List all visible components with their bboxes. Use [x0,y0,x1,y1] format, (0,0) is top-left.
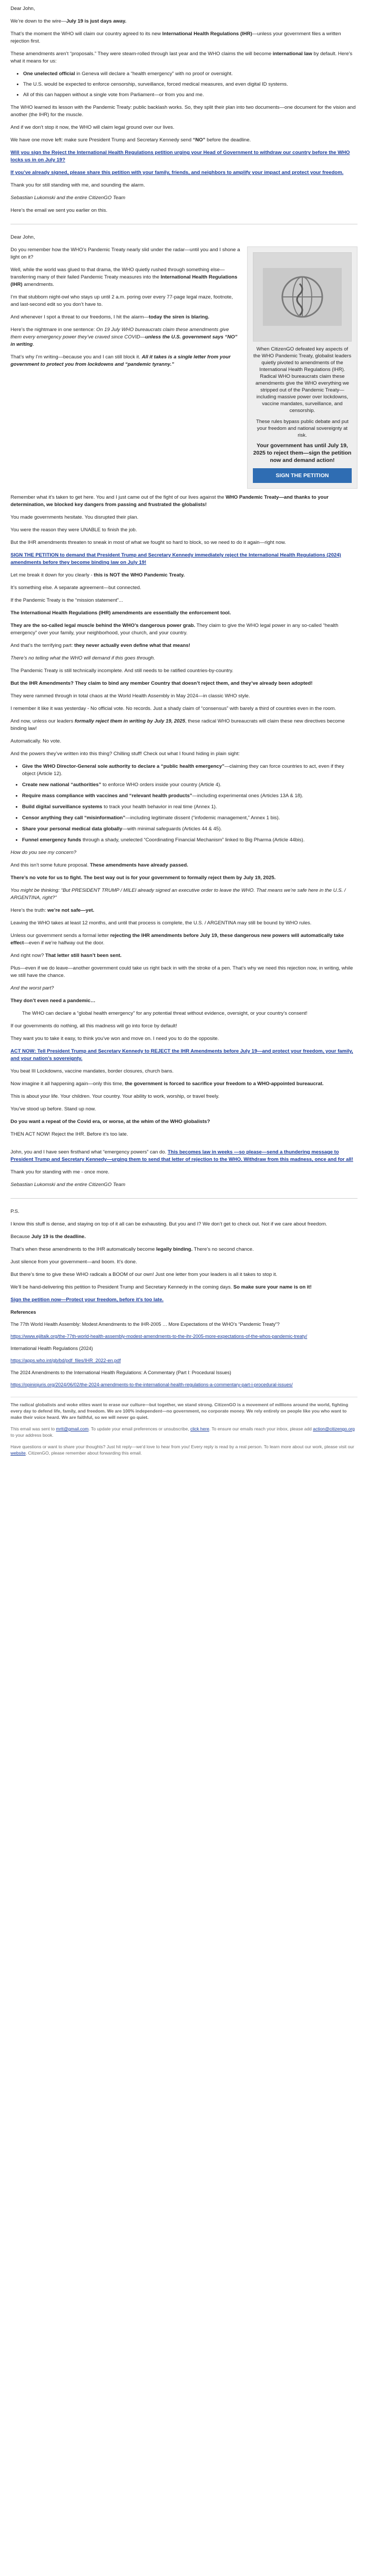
reference-link[interactable]: https://opiniojuris.org/2024/06/02/the-2024-amendments-to-the-international-health-regulations-a-commentary-part-i-procedural-issues/ [11,1382,293,1387]
paragraph: But there’s time to give these WHO radicals a BOOM of our own! Just one letter from your leaders is all it takes to stop it. [11,1272,278,1277]
paragraph: The WHO learned its lesson with the Pandemic Treaty: public backlash works. So, they split their plan into two documents—one document for the vision and another (the IHR) for the muscle. [11,105,356,118]
reference-link[interactable]: https://apps.who.int/gb/bd/pdf_files/IHR_2022-en.pdf [11,1358,121,1363]
paragraph: And the powers they’ve written into this thing? Chilling stuff! Check out what I found hiding in plain sight: [11,751,240,757]
email-footer [11,1397,357,1456]
reference-link-row [11,1382,357,1388]
paragraph: Well, while the world was glued to that drama, the WHO quietly rushed through something else—transferring many of their failed Pandemic Treaty measures into the International Health Regulations (IHR) amendments. [11,267,238,287]
paragraph: John, you and I have seen firsthand what “emergency powers” can do. This becomes law in weeks —so please—send a thundering message to President Trump and Secretary Kennedy—urging them to send that letter of rejection to the WHO. Withdraw from this madness, once and for all! [11,1149,353,1162]
list-item: • The U.S. would be expected to enforce censorship, surveillance, forced medical measures, and even digital ID systems. [23,81,357,88]
paragraph: I remember it like it was yesterday - No official vote. No records. Just a shady claim of “consensus” with barely a third of countries even in the room. [11,706,336,712]
petition-card [247,246,357,489]
paragraph: This is about your life. Your children. Your country. Your ability to work, worship, or travel freely. [11,1094,220,1099]
share-link[interactable]: If you’ve already signed, please share this petition with your family, friends, and neighbors to amplify your impact and protect your freedom. [11,170,344,176]
paragraph: That’s when these amendments to the IHR automatically become legally binding. There’s no second chance. [11,1246,254,1252]
threat-list [11,70,357,99]
website-link[interactable]: website [11,1450,26,1456]
card-caption: When CitizenGO defeated key aspects of the WHO Pandemic Treaty, globalist leaders quietly pivoted to amendments of the International Health Regulations (IHR). Radical WHO bureaucrats claim these amendments give the WHO everything we stripped out of the Pandemic Treaty—including massive power over lockdowns, vaccine mandates, surveillance, and censorship. [253,346,352,414]
paragraph: The International Health Regulations (IHR) amendments are essentially the enforcement tool. [11,610,231,616]
email-content [11,0,357,1456]
paragraph: We have one move left: make sure President Trump and Secretary Kennedy send “NO” before the deadline. [11,137,251,143]
list-item: • Give the WHO Director-General sole authority to declare a “public health emergency”—claiming they can force countries to act, even if they object (Article 12). [22,763,357,778]
paragraph: Leaving the WHO takes at least 12 months, and until that process is complete, the U.S. / ARGENTINA may still be bound by WHO rules. [11,920,312,926]
paragraph: They are the so-called legal muscle behind the WHO’s dangerous power grab. They claim to give the WHO legal power in any so-called “health emergency” over your family, your neighborhood, your church, and your country. [11,623,339,636]
list-item: • All of this can happen without a single vote from Parliament—or from you and me. [23,91,357,99]
petition-link[interactable]: SIGN THE PETITION to demand that President Trump and Secretary Kennedy immediately reject the International Health Regulations (2024) amendments before they become binding law on July 19! [11,552,341,565]
reference-title: The 77th World Health Assembly: Modest Amendments to the IHR-2005 … More Expectations of the WHO’s “Pandemic Treaty”? [11,1322,280,1327]
paragraph: These amendments aren’t “proposals.” They were steam-rolled through last year and the WHO claims the will become international law by default. Here’s what it means for us: [11,51,353,64]
paragraph [11,1048,357,1063]
paragraph: That’s why I’m writing—because you and I can still block it. All it takes is a single letter from your government to protect you from lockdowns and “pandemic tyranny.” [11,354,231,367]
paragraph: I know this stuff is dense, and staying on top of it all can be exhausting. But you and I? We don’t get to check out. Not if we care about freedom. [11,1221,328,1227]
paragraph: And now, unless our leaders formally reject them in writing by July 19, 2025, these radical WHO bureaucrats will claim these new directives become binding law! [11,718,345,731]
paragraph: There’s no vote for us to fight. The best way out is for your government to formally reject them by July 19, 2025. [11,875,276,881]
paragraph: Here’s the email we sent you earlier on this. [11,208,108,213]
signature: Sebastian Lukomski and the entire CitizenGO Team [11,195,126,201]
paragraph: Unless our government sends a formal letter rejecting the IHR amendments before July 19, these dangerous new powers will automatically take effect—even if we’re halfway out the door. [11,933,344,946]
paragraph [11,169,357,177]
paragraph: They don’t even need a pandemic… [11,998,96,1004]
paragraph: You might be thinking: “But PRESIDENT TRUMP / MILEI already signed an executive order to leave the WHO. That means we’re safe here in the U.S. / ARGENTINA, right?” [11,888,346,901]
greeting: Dear John, [11,234,35,240]
paragraph: Remember what it’s taken to get here. You and I just came out of the fight of our lives against the WHO Pandemic Treaty—and thanks to your determination, we blocked key dangers from passing and frustrated the globalists! [11,494,329,508]
petition-link[interactable]: This becomes law in weeks —so please—send a thundering message to President Trump and Secretary Kennedy—urging them to send that letter of rejection to the WHO. Withdraw from this madness, once and for all! [11,1149,353,1162]
references [11,1309,357,1388]
powers-list [11,763,357,844]
paragraph: Just silence from your government—and boom. It’s done. [11,1259,137,1265]
sender-address-link[interactable]: action@citizengo.org [313,1426,355,1431]
quote: The WHO can declare a “global health emergency” for any potential threat without evidence, oversight, or your country’s consent! [22,1011,308,1016]
sign-petition-link[interactable]: Sign the petition now—Protect your freedom, before it’s too late. [11,1297,164,1303]
paragraph: But the IHR Amendments? They claim to bind any member Country that doesn’t reject them, and they’ve already been adopted! [11,681,313,686]
references-title: References [11,1310,36,1315]
paragraph [11,1296,357,1304]
paragraph: And right now? That letter still hasn’t been sent. [11,953,122,959]
list-item: • Censor anything they call “misinformation”—including legitimate dissent (“infodemic management,” Annex 1 bis). [22,815,357,822]
paragraph: They were rammed through in total chaos at the World Health Assembly in May 2024—in classic WHO style. [11,693,250,699]
email-address-link[interactable]: mrtt@gmail.com [56,1426,89,1431]
footer-contact: Have questions or want to share your thoughts? Just hit reply—we’d love to hear from you! Every reply is read by a real person. To learn more about our work, please visit our website. CitizenGO, please remember about forwarding this email. [11,1444,354,1456]
list-item: • Build digital surveillance systems to track your health behavior in real time (Annex 1). [22,803,357,811]
paragraph: Plus—even if we do leave—another government could take us right back in with the stroke of a pen. That’s why we need this rejection now, in writing, while we still have the chance. [11,965,353,978]
list-item: • Funnel emergency funds through a shady, unelected “Coordinating Financial Mechanism” linked to Big Pharma (Article 44bis). [22,837,357,844]
reference-title: International Health Regulations (2024) [11,1346,93,1351]
paragraph: Here’s the nightmare in one sentence: On 19 July WHO bureaucrats claim these amendments give them every emergency power they’ve craved since COVID—unless the U.S. government says “NO” in writing. [11,327,238,347]
paragraph: We’ll be hand-delivering this petition to President Trump and Secretary Kennedy in the coming days. So make sure your name is on it! [11,1284,312,1290]
reference-link[interactable]: https://www.ejiltalk.org/the-77th-world-health-assembly-modest-amendments-to-the-ihr-2005-more-expectations-of-the-whos-pandemic-treaty/ [11,1334,308,1339]
paragraph [11,552,357,566]
who-logo-icon [263,268,342,326]
paragraph: Thank you for still standing with me, and sounding the alarm. [11,182,145,188]
paragraph: You’ve stood up before. Stand up now. [11,1106,96,1112]
paragraph: If our governments do nothing, all this madness will go into force by default! [11,1023,177,1029]
divider [11,1198,357,1199]
paragraph: They want you to take it easy, to think you’ve won and move on. I need you to do the opposite. [11,1036,219,1042]
paragraph: If the Pandemic Treaty is the “mission statement”... [11,597,123,603]
petition-link[interactable]: Will you sign the Reject the International Health Regulations petition urging your Head of Government to withdraw our country before the WHO locks us in on July 19? [11,150,350,163]
reference-link-row [11,1357,357,1364]
paragraph: Now imagine it all happening again—only this time, the government is forced to sacrifice your freedom to a WHO-appointed bureaucrat. [11,1081,324,1087]
paragraph: And that’s the terrifying part: they never actually even define what that means! [11,643,190,648]
card-caption-2: These rules bypass public debate and put your freedom and national sovereignty at risk. [256,419,349,438]
reference-link-row [11,1333,357,1340]
paragraph: And this isn’t some future proposal. These amendments have already passed. [11,862,188,868]
reference-title: The 2024 Amendments to the International Health Regulations: A Commentary (Part I: Procedural Issues) [11,1370,231,1375]
paragraph: It’s something else. A separate agreement—but connected. [11,585,141,591]
paragraph: Because July 19 is the deadline. [11,1234,86,1240]
paragraph: Do you want a repeat of the Covid era, or worse, at the whim of the WHO globalists? [11,1119,210,1125]
signature: Sebastian Lukomski and the entire CitizenGO Team [11,1182,126,1188]
paragraph: Do you remember how the WHO’s Pandemic Treaty nearly slid under the radar—until you and I shone a light on it? [11,247,240,260]
sign-petition-button[interactable]: SIGN THE PETITION [253,468,352,483]
paragraph: THEN ACT NOW! Reject the IHR. Before it’s too late. [11,1131,128,1137]
paragraph: And if we don’t stop it now, the WHO will claim legal ground over our lives. [11,125,175,130]
paragraph: Here’s the truth: we’re not safe—yet. [11,908,95,913]
list-item: • One unelected official in Geneva will declare a “health emergency” with no proof or oversight. [23,70,357,78]
paragraph: There’s no telling what the WHO will demand if this goes through. [11,655,155,661]
postscript [11,1208,357,1304]
paragraph: And whenever I spot a threat to our freedoms, I hit the alarm—today the siren is blaring. [11,314,210,320]
paragraph [11,149,357,164]
paragraph: And the worst part? [11,985,54,991]
paragraph: But the IHR amendments threaten to sneak in most of what we fought so hard to block, so we need to do it again—right now. [11,540,286,545]
paragraph: You were the reason they were UNABLE to finish the job. [11,527,137,533]
paragraph: You made governments hesitate. You disrupted their plan. [11,514,139,520]
paragraph: Let me break it down for you clearly - this is NOT the WHO Pandemic Treaty. [11,572,185,578]
footer-mission: The radical globalists and woke elites want to erase our culture—but together, we stand strong. CitizenGO is a movement of millions around the world, fighting every day to defend life, family, and freedom. We are 100% independent—no government, no corporate money. We rely entirely on people like you who want to make their voice heard. We are faithful, so we will never go quiet. [11,1402,349,1420]
paragraph: Thank you for standing with me - once more. [11,1169,109,1175]
paragraph: How do you see my concern? [11,850,77,856]
unsubscribe-link[interactable]: click here [190,1426,209,1431]
card-deadline: Your government has until July 19, 2025 to reject them—sign the petition now and demand action! [253,442,352,463]
footer-subscription: This email was sent to mrtt@gmail.com. To update your email preferences or unsubscribe, click here. To ensure our emails reach your inbox, please add action@citizengo.org to your address book. [11,1426,355,1438]
act-now-link[interactable]: ACT NOW: Tell President Trump and Secretary Kennedy to REJECT the IHR Amendments before July 19—and protect your freedom, your family, and your nation’s sovereignty. [11,1048,353,1062]
paragraph: We’re down to the wire—July 19 is just days away. [11,18,127,24]
paragraph: Automatically. No vote. [11,738,62,744]
list-item: • Require mass compliance with vaccines and “relevant health products”—including experimental ones (Articles 13A & 18). [22,792,357,800]
greeting: Dear John, [11,6,35,12]
list-item: • Create new national “authorities” to enforce WHO orders inside your country (Article 4). [22,781,357,789]
paragraph: I’m that stubborn night-owl who stays up until 2 a.m. poring over every 77-page legal maze, footnote, and last-second edit so you don’t have to. [11,294,233,307]
paragraph: You beat III Lockdowns, vaccine mandates, border closures, church bans. [11,1068,174,1074]
forwarded-email [11,234,357,1189]
ps-label: P.S. [11,1209,19,1214]
paragraph: The Pandemic Treaty is still technically incomplete. And still needs to be ratified countries-by-country. [11,668,233,674]
petition-image [253,252,352,342]
list-item: • Share your personal medical data globally—with minimal safeguards (Articles 44 & 45). [22,826,357,833]
paragraph: That’s the moment the WHO will claim our country agreed to its new International Health Regulations (IHR)—unless your government files a written rejection first. [11,31,341,44]
